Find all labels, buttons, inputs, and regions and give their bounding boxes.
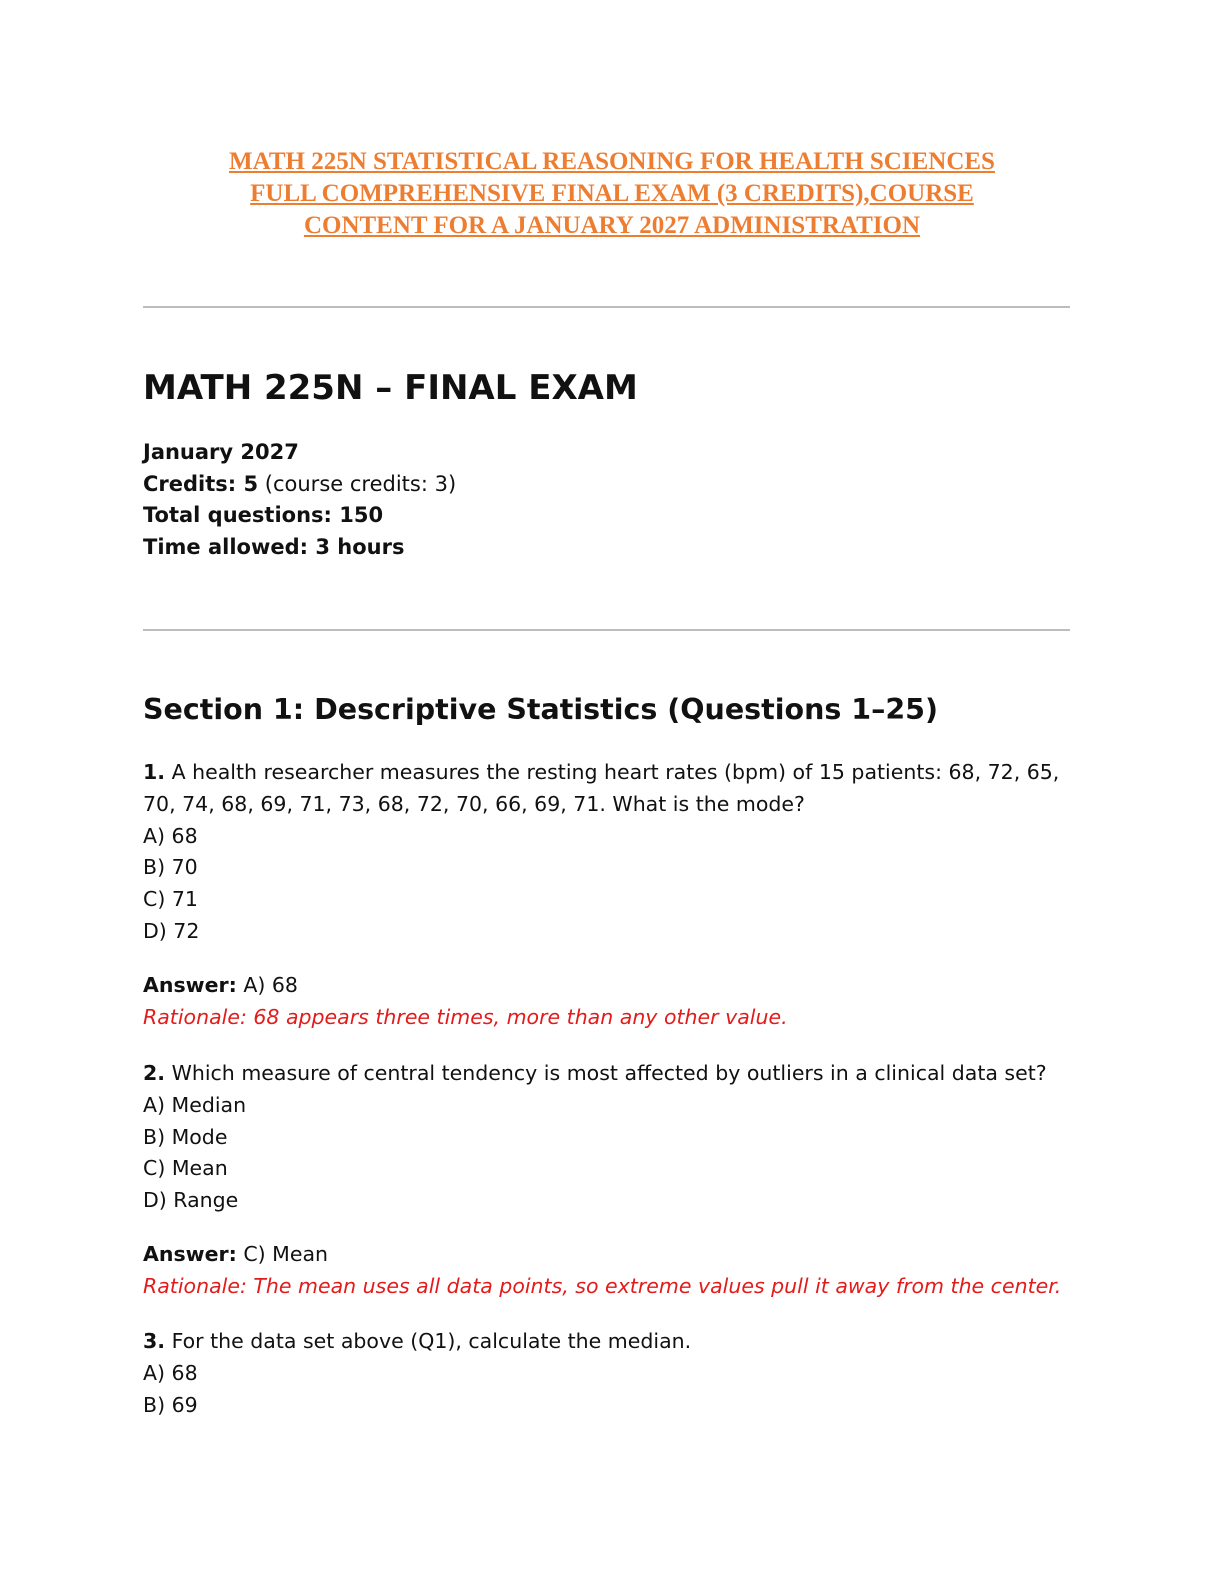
horizontal-rule bbox=[143, 306, 1070, 308]
option: B) 70 bbox=[143, 855, 198, 880]
answer bbox=[143, 970, 788, 1002]
question-number: 2. bbox=[143, 1061, 166, 1085]
exam-banner-title bbox=[160, 146, 1064, 242]
option: A) Median bbox=[143, 1092, 247, 1117]
option: C) Mean bbox=[143, 1156, 228, 1181]
exam-credits bbox=[143, 469, 456, 501]
rationale: Rationale: The mean uses all data points, so extreme values pull it away from the center. bbox=[143, 1273, 1062, 1298]
exam-meta bbox=[143, 437, 456, 564]
option: D) 72 bbox=[143, 918, 200, 943]
answer bbox=[143, 1239, 1061, 1271]
option: A) 68 bbox=[143, 823, 198, 848]
option: A) 68 bbox=[143, 1360, 198, 1385]
horizontal-rule bbox=[143, 629, 1070, 631]
credits-label: Credits: 5 bbox=[143, 471, 259, 496]
option: B) 69 bbox=[143, 1392, 198, 1417]
banner-line: MATH 225N STATISTICAL REASONING FOR HEALTH SCIENCES bbox=[229, 148, 995, 175]
question-text: 2. Which measure of central tendency is most affected by outliers in a clinical data set? bbox=[143, 1061, 1047, 1085]
question-number: 3. bbox=[143, 1329, 166, 1353]
answer-block bbox=[143, 970, 788, 1034]
banner-line: FULL COMPREHENSIVE FINAL EXAM (3 CREDITS),COURSE bbox=[250, 180, 974, 207]
question-text: 70, 74, 68, 69, 71, 73, 68, 72, 70, 66, 69, 71. What is the mode? bbox=[143, 791, 805, 816]
total-questions: Total questions: 150 bbox=[143, 503, 384, 528]
exam-date: January 2027 bbox=[143, 440, 299, 464]
answer-block bbox=[143, 1239, 1061, 1303]
question-text: 1. A health researcher measures the resting heart rates (bpm) of 15 patients: 68, 72, 65, bbox=[143, 760, 1060, 784]
option: B) Mode bbox=[143, 1124, 228, 1149]
option: D) Range bbox=[143, 1188, 239, 1213]
answer-label: Answer: bbox=[143, 973, 237, 997]
answer-value: A) 68 bbox=[236, 973, 298, 997]
question-number: 1. bbox=[143, 760, 166, 784]
question-2 bbox=[143, 1058, 1073, 1217]
banner-line: CONTENT FOR A JANUARY 2027 ADMINISTRATION bbox=[303, 212, 921, 239]
credits-note: (course credits: 3) bbox=[258, 471, 457, 496]
section-title: Section 1: Descriptive Statistics (Questions 1–25) bbox=[143, 693, 939, 726]
question-1 bbox=[143, 757, 1073, 948]
option: C) 71 bbox=[143, 887, 198, 912]
rationale: Rationale: 68 appears three times, more than any other value. bbox=[143, 1004, 788, 1029]
answer-label: Answer: bbox=[143, 1242, 237, 1266]
question-3 bbox=[143, 1326, 1073, 1421]
answer-value: C) Mean bbox=[236, 1242, 329, 1266]
page-title: MATH 225N – FINAL EXAM bbox=[143, 368, 638, 408]
question-text: 3. For the data set above (Q1), calculate the median. bbox=[143, 1329, 692, 1353]
time-allowed: Time allowed: 3 hours bbox=[143, 535, 405, 560]
